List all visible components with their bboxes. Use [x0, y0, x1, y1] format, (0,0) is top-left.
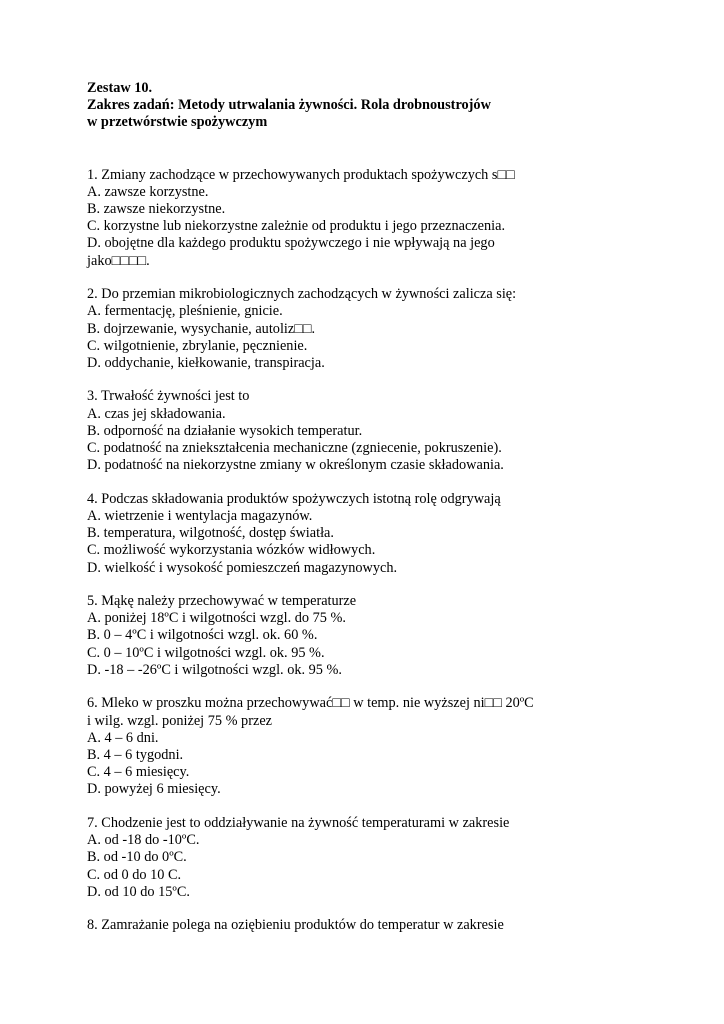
question-text: 1. Zmiany zachodzące w przechowywanych produktach spożywczych s□□ — [87, 166, 515, 183]
question-line: C. od 0 do 10 C. — [87, 866, 182, 883]
question-line: D. obojętne dla każdego produktu spożywczego i nie wpływają na jego — [87, 235, 495, 252]
question-5 — [87, 593, 707, 679]
question-line: D. wielkość i wysokość pomieszczeń magazynowych. — [87, 559, 398, 576]
question-line: B. temperatura, wilgotność, dostęp światła. — [87, 525, 334, 542]
set-title: Zestaw 10. — [87, 80, 153, 96]
question-line: C. możliwość wykorzystania wózków widłowych. — [87, 542, 376, 559]
question-text: 8. Zamrażanie polega na oziębieniu produktów do temperatur w zakresie — [87, 917, 504, 934]
question-text: 7. Chodzenie jest to oddziaływanie na żywność temperaturami w zakresie — [87, 814, 510, 831]
question-2 — [87, 286, 707, 372]
question-line: D. oddychanie, kiełkowanie, transpiracja. — [87, 354, 325, 371]
question-line: D. -18 – -26ºC i wilgotności wzgl. ok. 95 %. — [87, 661, 343, 678]
question-1 — [87, 167, 707, 270]
question-line: jako□□□□. — [87, 252, 150, 269]
question-line: C. korzystne lub niekorzystne zależnie od produktu i jego przeznaczenia. — [87, 218, 506, 235]
question-line: B. odporność na działanie wysokich temperatur. — [87, 422, 363, 439]
question-line: D. od 10 do 15ºC. — [87, 883, 190, 900]
question-list — [87, 167, 707, 935]
question-line: C. 4 – 6 miesięcy. — [87, 764, 190, 781]
scope-line-2: w przetwórstwie spożywczym — [87, 114, 268, 131]
question-line: B. 0 – 4ºC i wilgotności wzgl. ok. 60 %. — [87, 627, 318, 644]
question-8 — [87, 917, 707, 934]
question-line: B. od -10 do 0ºC. — [87, 849, 187, 866]
question-line: B. dojrzewanie, wysychanie, autoliz□□. — [87, 320, 316, 337]
question-line: A. 4 – 6 dni. — [87, 729, 159, 746]
question-line: A. czas jej składowania. — [87, 405, 226, 422]
question-text: 6. Mleko w proszku można przechowywać□□ w temp. nie wyższej ni□□ 20ºC — [87, 695, 534, 712]
question-text: 5. Mąkę należy przechowywać w temperaturze — [87, 593, 357, 610]
question-7 — [87, 815, 707, 901]
question-line: D. podatność na niekorzystne zmiany w określonym czasie składowania. — [87, 457, 504, 474]
question-line: B. zawsze niekorzystne. — [87, 201, 226, 218]
question-text: 2. Do przemian mikrobiologicznych zachodzących w żywności zalicza się: — [87, 286, 517, 303]
question-line: A. zawsze korzystne. — [87, 183, 209, 200]
question-text: 3. Trwałość żywności jest to — [87, 388, 250, 405]
question-line: A. wietrzenie i wentylacja magazynów. — [87, 507, 313, 524]
question-line: i wilg. wzgl. poniżej 75 % przez — [87, 712, 273, 729]
question-line: C. 0 – 10ºC i wilgotności wzgl. ok. 95 %. — [87, 644, 325, 661]
question-4 — [87, 491, 707, 577]
document-header — [87, 80, 707, 132]
question-line: C. wilgotnienie, zbrylanie, pęcznienie. — [87, 337, 308, 354]
question-text: 4. Podczas składowania produktów spożywczych istotną rolę odgrywają — [87, 490, 501, 507]
question-line: A. poniżej 18ºC i wilgotności wzgl. do 75 %. — [87, 610, 346, 627]
question-line: A. od -18 do -10ºC. — [87, 832, 200, 849]
question-3 — [87, 388, 707, 474]
question-line: B. 4 – 6 tygodni. — [87, 746, 184, 763]
question-6 — [87, 695, 707, 798]
scope-line-1: Zakres zadań: Metody utrwalania żywności. Rola drobnoustrojów — [87, 97, 491, 114]
question-line: D. powyżej 6 miesięcy. — [87, 781, 221, 798]
question-line: A. fermentację, pleśnienie, gnicie. — [87, 303, 283, 320]
document-page — [87, 80, 707, 951]
question-line: C. podatność na zniekształcenia mechaniczne (zgniecenie, pokruszenie). — [87, 440, 502, 457]
